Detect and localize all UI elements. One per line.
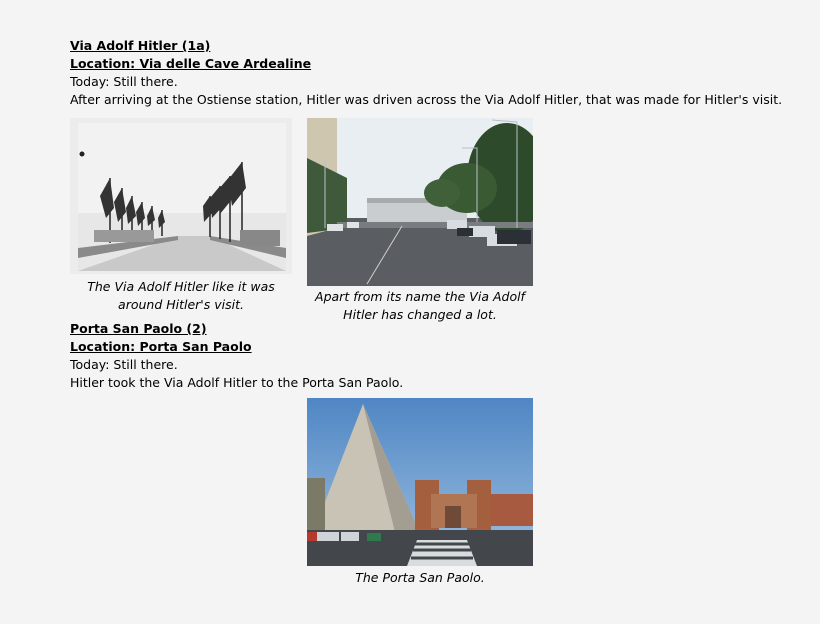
historic-street-photo	[70, 118, 292, 274]
section1-description: After arriving at the Ostiense station, Hitler was driven across the Via Adolf Hitler, that was made for Hitler's visit.	[70, 92, 783, 107]
section1-location: Location: Via delle Cave Ardealine	[70, 56, 312, 71]
section2-heading: Porta San Paolo (2)	[70, 321, 207, 336]
modern-street-photo	[307, 118, 533, 286]
section1-heading: Via Adolf Hitler (1a)	[70, 38, 211, 53]
porta-san-paolo-photo	[307, 398, 533, 566]
modern-photo-caption: Apart from its name the Via Adolf Hitler has changed a lot.	[315, 289, 525, 322]
porta-photo-caption: The Porta San Paolo.	[355, 570, 485, 585]
section2-location: Location: Porta San Paolo	[70, 339, 252, 354]
section1-today: Today: Still there.	[70, 74, 178, 89]
historic-photo-caption: The Via Adolf Hitler like it was around Hitler's visit.	[87, 279, 275, 312]
section2-today: Today: Still there.	[70, 357, 178, 372]
section2-description: Hitler took the Via Adolf Hitler to the Porta San Paolo.	[70, 375, 404, 390]
